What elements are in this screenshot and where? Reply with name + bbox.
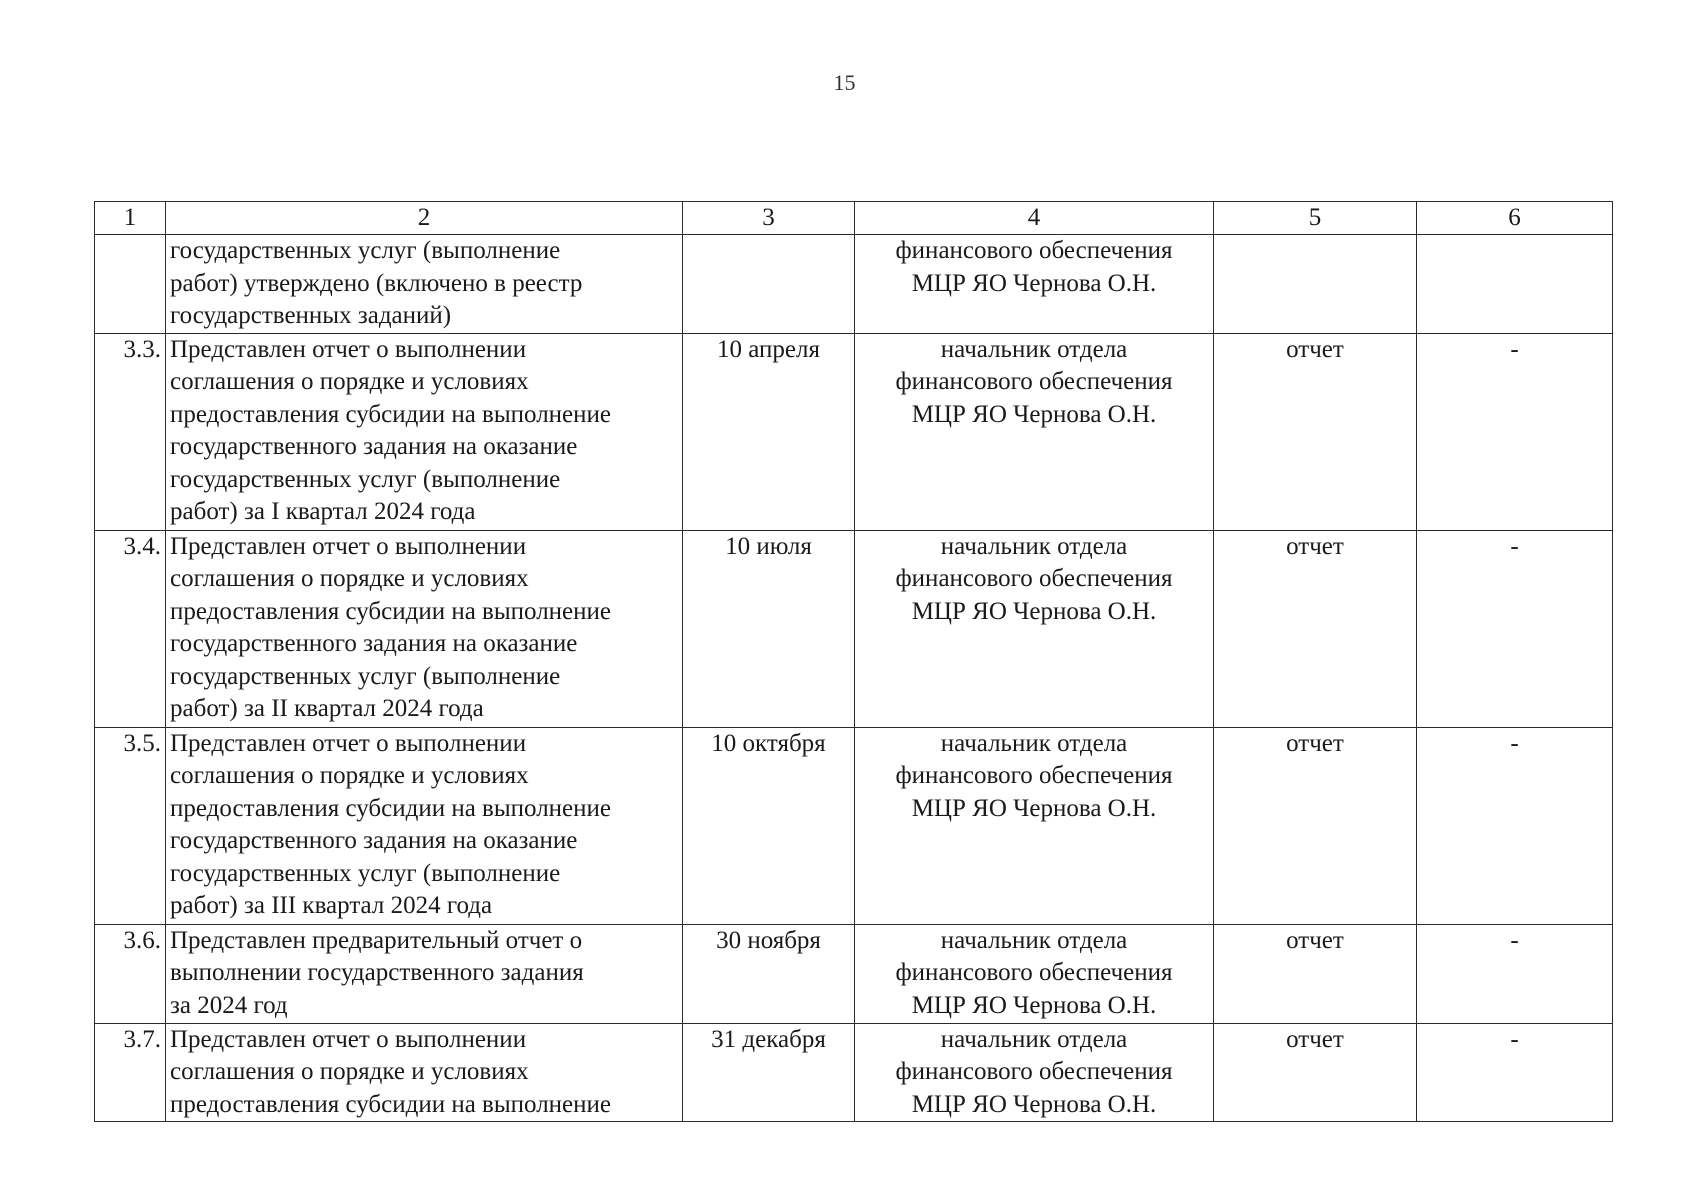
description-line: Представлен отчет о выполнении — [170, 335, 527, 363]
item-number: 3.5. — [95, 727, 166, 924]
table-row — [95, 727, 1613, 924]
description-line: соглашения о порядке и условиях — [170, 565, 529, 592]
column-number: 1 — [95, 202, 166, 235]
description-line: работ) за II квартал 2024 года — [170, 695, 484, 722]
item-term — [683, 235, 855, 334]
description-line: Представлен отчет о выполнении — [170, 1025, 527, 1053]
item-term: 31 декабря — [683, 1023, 855, 1122]
description-line: работ) за III квартал 2024 года — [170, 892, 493, 919]
item-responsible — [855, 727, 1214, 924]
item-responsible — [855, 530, 1214, 727]
item-number: 3.3. — [95, 333, 166, 530]
description-line: соглашения о порядке и условиях — [170, 762, 529, 789]
description-line: государственных услуг (выполнение — [170, 237, 561, 264]
responsible-line: МЦР ЯО Чернова О.Н. — [911, 794, 1157, 822]
responsible-line: начальник отдела — [940, 926, 1128, 954]
item-number: 3.4. — [95, 530, 166, 727]
description-line: выполнении государственного задания — [170, 959, 584, 986]
item-note: - — [1417, 1023, 1613, 1122]
column-number: 6 — [1417, 202, 1613, 235]
responsible-line: МЦР ЯО Чернова О.Н. — [911, 597, 1157, 625]
item-term: 10 октября — [683, 727, 855, 924]
responsible-line: финансового обеспечения — [895, 959, 1173, 986]
table-row — [95, 530, 1613, 727]
item-result: отчет — [1214, 924, 1417, 1023]
item-responsible — [855, 1023, 1214, 1122]
item-description — [166, 333, 683, 530]
item-number: 3.6. — [95, 924, 166, 1023]
item-number: 3.7. — [95, 1023, 166, 1122]
description-line: предоставления субсидии на выполнение — [170, 794, 612, 822]
item-number — [95, 235, 166, 334]
description-line: государственного задания на оказание — [170, 630, 578, 657]
item-responsible — [855, 924, 1214, 1023]
column-number: 4 — [855, 202, 1214, 235]
item-note — [1417, 235, 1613, 334]
item-term: 10 апреля — [683, 333, 855, 530]
item-result — [1214, 235, 1417, 334]
column-number: 2 — [166, 202, 683, 235]
description-line: государственных услуг (выполнение — [170, 859, 561, 887]
column-number: 5 — [1214, 202, 1417, 235]
responsible-line: начальник отдела — [940, 1025, 1128, 1053]
responsible-line: МЦР ЯО Чернова О.Н. — [911, 269, 1157, 297]
responsible-line: финансового обеспечения — [895, 1058, 1173, 1085]
column-number-row — [95, 202, 1613, 235]
item-note: - — [1417, 530, 1613, 727]
description-line: предоставления субсидии на выполнение — [170, 400, 612, 428]
item-term: 30 ноября — [683, 924, 855, 1023]
table-row — [95, 333, 1613, 530]
description-line: государственного задания на оказание — [170, 827, 578, 854]
item-result: отчет — [1214, 727, 1417, 924]
responsible-line: финансового обеспечения — [895, 368, 1173, 395]
responsible-line: финансового обеспечения — [895, 237, 1173, 264]
description-line: государственных заданий) — [170, 302, 452, 329]
description-line: предоставления субсидии на выполнение — [170, 597, 612, 625]
description-line: Представлен предварительный отчет о — [170, 926, 583, 954]
item-description — [166, 924, 683, 1023]
item-responsible — [855, 333, 1214, 530]
responsible-line: МЦР ЯО Чернова О.Н. — [911, 400, 1157, 428]
responsible-line: финансового обеспечения — [895, 762, 1173, 789]
description-line: государственных услуг (выполнение — [170, 662, 561, 690]
item-term: 10 июля — [683, 530, 855, 727]
item-result: отчет — [1214, 333, 1417, 530]
page-number — [0, 70, 1697, 96]
description-line: за 2024 год — [170, 991, 288, 1019]
item-note: - — [1417, 333, 1613, 530]
description-line: государственного задания на оказание — [170, 433, 578, 460]
item-description — [166, 727, 683, 924]
item-note: - — [1417, 924, 1613, 1023]
page-number-text: 15 — [833, 70, 856, 95]
responsible-line: финансового обеспечения — [895, 565, 1173, 592]
description-line: Представлен отчет о выполнении — [170, 729, 527, 757]
column-number: 3 — [683, 202, 855, 235]
table-row — [95, 1023, 1613, 1122]
responsible-line: МЦР ЯО Чернова О.Н. — [911, 1090, 1157, 1118]
item-description — [166, 1023, 683, 1122]
item-description — [166, 530, 683, 727]
item-description — [166, 235, 683, 334]
plan-table — [94, 201, 1613, 1122]
description-line: работ) за I квартал 2024 года — [170, 498, 476, 525]
description-line: соглашения о порядке и условиях — [170, 368, 529, 395]
table-row — [95, 924, 1613, 1023]
description-line: Представлен отчет о выполнении — [170, 532, 527, 560]
table-row — [95, 235, 1613, 334]
description-line: предоставления субсидии на выполнение — [170, 1090, 612, 1118]
responsible-line: начальник отдела — [940, 729, 1128, 757]
item-result: отчет — [1214, 530, 1417, 727]
responsible-line: МЦР ЯО Чернова О.Н. — [911, 991, 1157, 1019]
item-note: - — [1417, 727, 1613, 924]
item-responsible — [855, 235, 1214, 334]
responsible-line: начальник отдела — [940, 532, 1128, 560]
description-line: работ) утверждено (включено в реестр — [170, 269, 583, 297]
responsible-line: начальник отдела — [940, 335, 1128, 363]
description-line: государственных услуг (выполнение — [170, 465, 561, 493]
description-line: соглашения о порядке и условиях — [170, 1058, 529, 1085]
item-result: отчет — [1214, 1023, 1417, 1122]
